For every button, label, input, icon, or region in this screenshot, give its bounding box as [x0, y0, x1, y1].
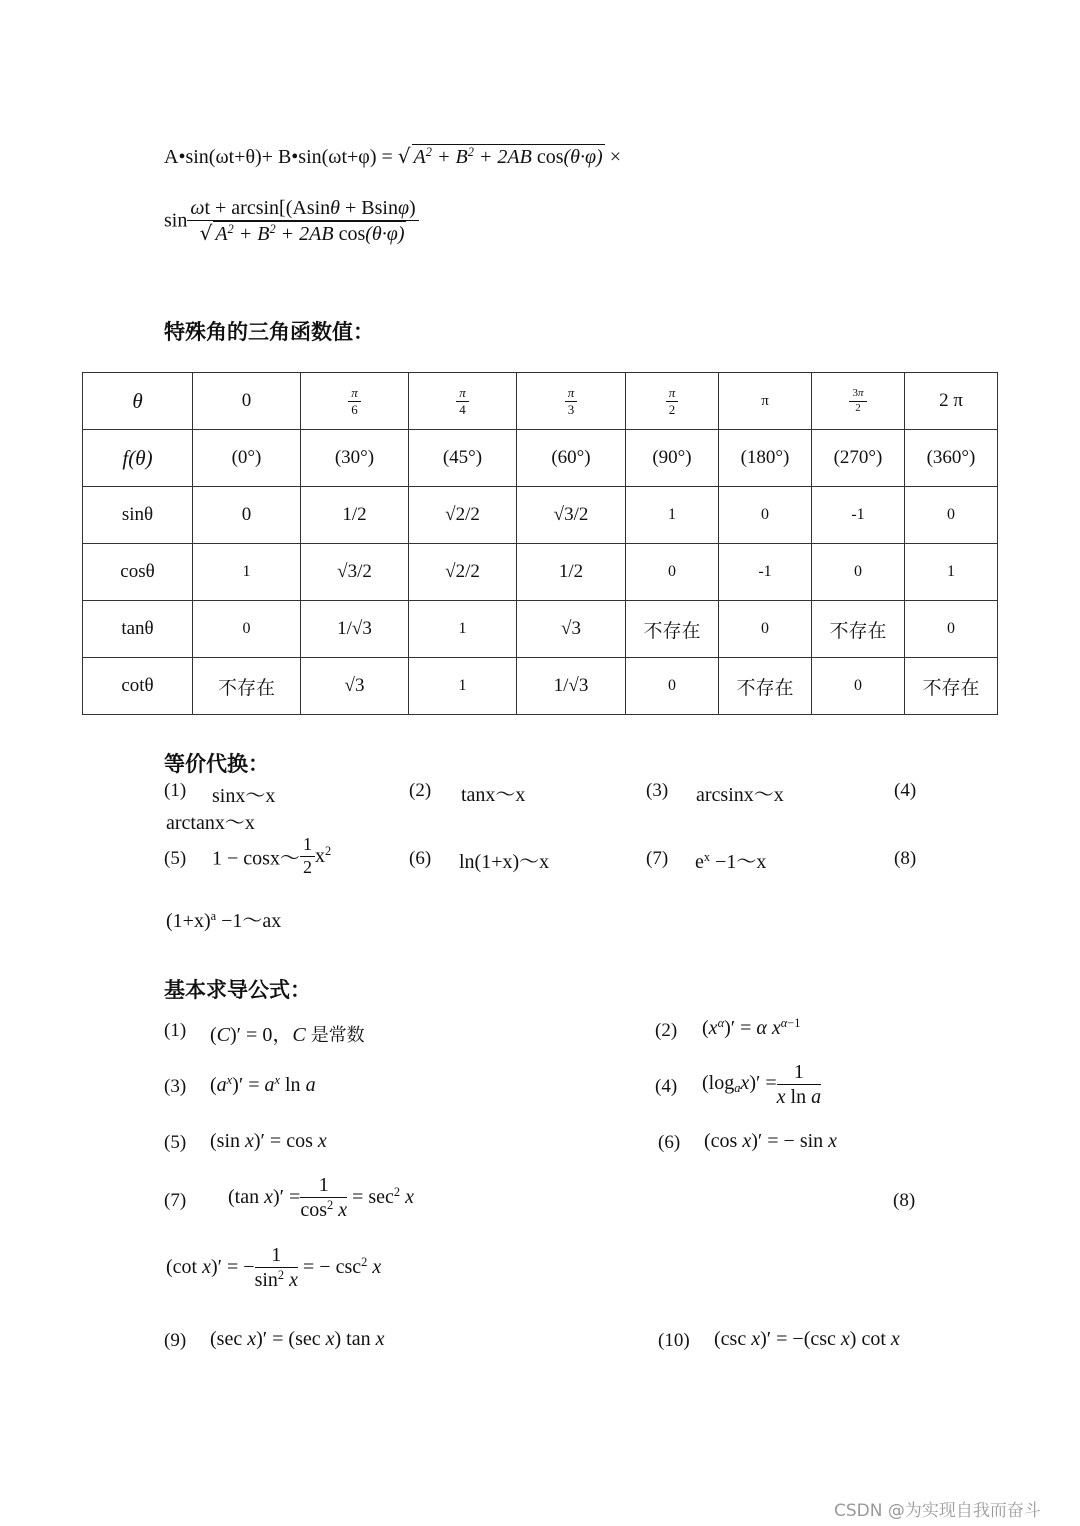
deriv-expression: (cot x)′ = − $\frac{1}{\sin^2 x}$ = − $\csc^2 x$	[166, 1244, 382, 1291]
angle-cell: $\frac{\pi}{6}$	[301, 373, 409, 430]
sum-formula-denominator: √ $A^2 + B^2 + 2AB$ cos(θ·φ)	[199, 221, 405, 245]
deriv-number: (9)	[164, 1330, 187, 1351]
equiv-number: (4)	[894, 780, 917, 801]
degree-cell: (180°)	[719, 430, 812, 487]
table-row-tan	[83, 601, 998, 658]
deriv-expression: $(x^\alpha)' = \alpha$ $x^{\alpha-1}$	[702, 1016, 801, 1039]
degree-cell: (60°)	[517, 430, 626, 487]
special-angles-title: 特殊角的三角函数值：	[164, 320, 374, 344]
value-cell: 0	[193, 601, 301, 658]
deriv-number: (7)	[164, 1190, 187, 1211]
value-cell: 不存在	[812, 601, 905, 658]
value-cell: √3	[517, 601, 626, 658]
degree-cell: (45°)	[409, 430, 517, 487]
table-row-cos	[83, 544, 998, 601]
value-cell: 1	[626, 487, 719, 544]
value-cell: -1	[719, 544, 812, 601]
row-label-cell: cosθ	[83, 544, 193, 601]
deriv-expression: $(a^x)' = a^x$ ln a	[210, 1073, 316, 1096]
value-cell: 1	[409, 658, 517, 715]
deriv-expression: (sec x)′ = (sec x) tan x	[210, 1328, 385, 1350]
value-cell: 不存在	[719, 658, 812, 715]
value-cell: 0	[905, 601, 998, 658]
angle-cell: π	[719, 373, 812, 430]
sum-formula-lhs: A•sin(ωt+θ)+ B•sin(ωt+φ) =	[164, 146, 393, 168]
trig-values-table	[82, 372, 998, 715]
value-cell: 不存在	[193, 658, 301, 715]
equiv-number: (6)	[409, 848, 432, 869]
deriv-expression: $(\log_ax)'$ = $\frac{1}{\text{x ln a}}$	[702, 1061, 822, 1108]
equiv-number: (5)	[164, 848, 187, 869]
equiv-number: (3)	[646, 780, 669, 801]
equiv-expression: 1 − cosx～ $\frac{1}{2}$ $x^2$	[212, 834, 332, 877]
deriv-number: (1)	[164, 1020, 187, 1041]
sum-formula-fraction	[187, 196, 418, 246]
sin-prefix: sin	[164, 209, 188, 232]
derivatives-title: 基本求导公式：	[164, 978, 311, 1002]
equiv-expression: sinx～x	[212, 785, 276, 807]
value-cell: 0	[626, 544, 719, 601]
table-row-cot	[83, 658, 998, 715]
equiv-number: (7)	[646, 848, 669, 869]
table-row-sin	[83, 487, 998, 544]
csdn-watermark: CSDN @为实现自我而奋斗	[834, 1501, 1041, 1521]
value-cell: √3	[301, 658, 409, 715]
degree-cell: (0°)	[193, 430, 301, 487]
value-cell: 0	[812, 658, 905, 715]
angle-cell: 0	[193, 373, 301, 430]
row-label-cell: sinθ	[83, 487, 193, 544]
value-cell: √3/2	[517, 487, 626, 544]
equiv-expression: arcsinx～x	[696, 784, 784, 806]
degree-cell: (30°)	[301, 430, 409, 487]
value-cell: 0	[812, 544, 905, 601]
value-cell: √3/2	[301, 544, 409, 601]
deriv-number: (5)	[164, 1132, 187, 1153]
deriv-expression: (csc x)′ = −(csc x) cot x	[714, 1328, 900, 1350]
value-cell: 1/2	[301, 487, 409, 544]
deriv-number: (8)	[893, 1190, 916, 1211]
deriv-expression: (tan x)′ = $\frac{1}{\cos^2 x}$ = $\sec^2 x$	[228, 1174, 414, 1221]
value-cell: 1/2	[517, 544, 626, 601]
value-cell: 1	[905, 544, 998, 601]
sum-formula-radicand: $A^2 + B^2 + 2AB$ cos(θ·φ)	[413, 145, 603, 168]
deriv-number: (2)	[655, 1020, 678, 1041]
angle-symbol-cell: θ	[83, 373, 193, 430]
value-cell: 0	[719, 487, 812, 544]
value-cell: 1	[409, 601, 517, 658]
value-cell: 1	[193, 544, 301, 601]
value-cell: 不存在	[905, 658, 998, 715]
degree-label-cell: f(θ)	[83, 430, 193, 487]
equiv-expression: ln(1+x)～x	[459, 851, 550, 873]
equiv-number: (1)	[164, 780, 187, 801]
row-label-cell: tanθ	[83, 601, 193, 658]
equiv-expression: tanx～x	[461, 784, 526, 806]
value-cell: 0	[193, 487, 301, 544]
degree-cell: (360°)	[905, 430, 998, 487]
equiv-expression: $(1+x)^a$ −1～ax	[166, 909, 282, 932]
equivalent-title: 等价代换：	[164, 752, 269, 776]
deriv-number: (3)	[164, 1076, 187, 1097]
value-cell: √2/2	[409, 544, 517, 601]
value-cell: 1/√3	[301, 601, 409, 658]
angle-cell: $\frac{3\pi}{2}$	[812, 373, 905, 430]
equiv-expression: arctanx～x	[166, 812, 255, 834]
angle-cell: $\frac{\pi}{4}$	[409, 373, 517, 430]
degree-cell: (270°)	[812, 430, 905, 487]
value-cell: √2/2	[409, 487, 517, 544]
sum-formula-line1: A•sin(ωt+θ)+ B•sin(ωt+φ) = √ $A^2 + B^2 + 2AB$ cos(θ·φ) ×	[164, 144, 621, 168]
angle-cell: $\frac{\pi}{2}$	[626, 373, 719, 430]
times-sign: ×	[609, 146, 621, 168]
deriv-number: (10)	[658, 1330, 690, 1351]
deriv-number: (6)	[658, 1132, 681, 1153]
value-cell: 不存在	[626, 601, 719, 658]
angle-cell: 2 π	[905, 373, 998, 430]
deriv-expression: (sin x)′ = cos x	[210, 1130, 327, 1152]
value-cell: -1	[812, 487, 905, 544]
value-cell: 0	[719, 601, 812, 658]
sum-formula-line2	[164, 196, 419, 246]
angle-cell: $\frac{\pi}{3}$	[517, 373, 626, 430]
equiv-number: (8)	[894, 848, 917, 869]
equiv-number: (2)	[409, 780, 432, 801]
table-row-degrees	[83, 430, 998, 487]
deriv-number: (4)	[655, 1076, 678, 1097]
equiv-expression: $e^x$ −1～x	[695, 850, 767, 873]
table-row-angles	[83, 373, 998, 430]
sum-formula-numerator: ωt + arcsin[(Asinθ + Bsinφ)	[187, 196, 418, 221]
row-label-cell: cotθ	[83, 658, 193, 715]
degree-cell: (90°)	[626, 430, 719, 487]
value-cell: 1/√3	[517, 658, 626, 715]
value-cell: 0	[626, 658, 719, 715]
deriv-expression: (C)′ = 0，C 是常数	[210, 1024, 365, 1046]
value-cell: 0	[905, 487, 998, 544]
deriv-expression: (cos x)′ = − sin x	[704, 1130, 838, 1152]
